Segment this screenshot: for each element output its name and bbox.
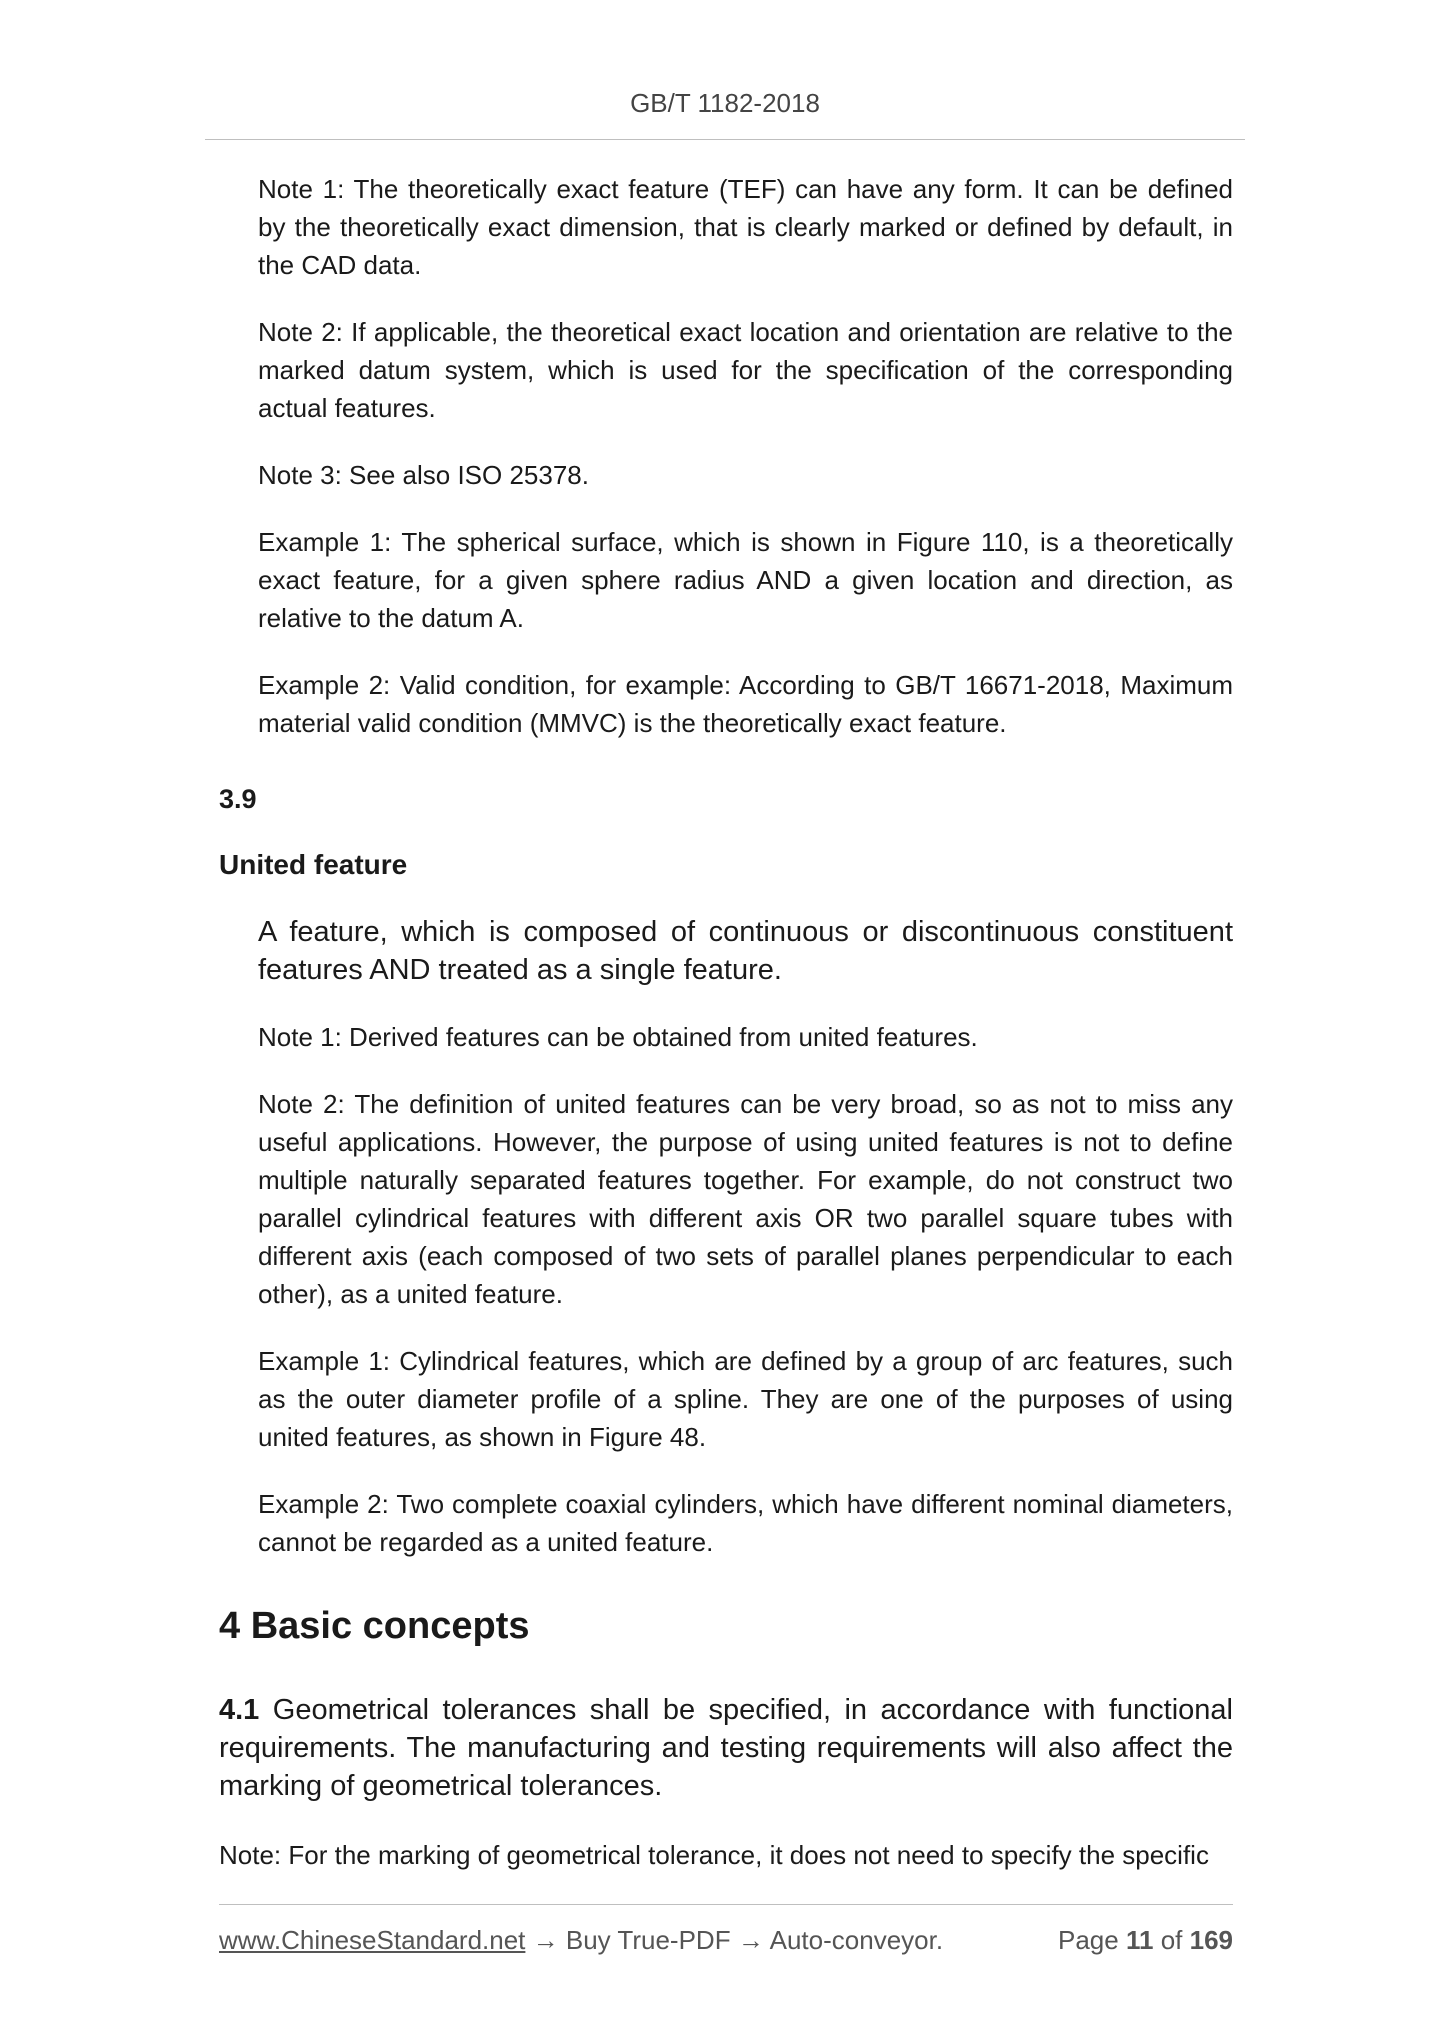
united-note-2: Note 2: The definition of united features can be very broad, so as not to miss any useful applications. However, the purpose of using united features is not to define multiple naturally separated features together. For example, do not construct two parallel cylindrical features with different axis OR two parallel square tubes with different axis (each composed of two sets of parallel planes perpendicular to each other), as a united feature. <box>258 1089 1233 1309</box>
united-note-1: Note 1: Derived features can be obtained from united features. <box>258 1022 978 1052</box>
chapter-heading: 4 Basic concepts <box>219 1605 530 1647</box>
clause-number: 4.1 <box>219 1694 260 1726</box>
note-tef-2: Note 2: If applicable, the theoretical exact location and orientation are relative to the marked datum system, which is used for the specification of the corresponding actual features. <box>258 317 1233 423</box>
page-counter <box>1058 1922 1233 1958</box>
site-link[interactable]: www.ChineseStandard.net <box>219 1925 526 1955</box>
section-number: 3.9 <box>219 784 257 814</box>
example-tef-1: Example 1: The spherical surface, which is shown in Figure 110, is a theoretically exact feature, for a given sphere radius AND a given location and direction, as relative to the datum A. <box>258 527 1233 633</box>
arrow-right-icon: → <box>532 1925 559 1955</box>
page-label: Page <box>1057 1925 1119 1955</box>
page-footer <box>219 1922 1233 1958</box>
page-body <box>219 170 1233 1874</box>
example-tef-2: Example 2: Valid condition, for example: According to GB/T 16671-2018, Maximum material valid condition (MMVC) is the theoretically exact feature. <box>258 670 1233 738</box>
term-title: United feature <box>219 849 408 880</box>
clause-4-1 <box>219 1691 1233 1805</box>
note-tef-1: Note 1: The theoretically exact feature (TEF) can have any form. It can be defined by the theoretically exact dimension, that is clearly marked or defined by default, in the CAD data. <box>258 174 1233 280</box>
page-number: 11 <box>1125 1925 1154 1955</box>
buy-text: Buy True-PDF <box>565 1925 731 1955</box>
page-total: 169 <box>1189 1925 1233 1955</box>
clause-note: Note: For the marking of geometrical tolerance, it does not need to specify the specific <box>219 1840 1209 1870</box>
arrow-right-icon: → <box>737 1925 764 1955</box>
page-header: GB/T 1182-2018 <box>630 88 820 118</box>
note-tef-3: Note 3: See also ISO 25378. <box>258 460 589 490</box>
of-label: of <box>1160 1925 1183 1955</box>
auto-text: Auto-conveyor. <box>769 1925 944 1955</box>
header-divider <box>205 139 1245 140</box>
clause-text: Geometrical tolerances shall be specified, in accordance with functional requirements. The manufacturing and testing requirements will also affect the marking of geometrical tolerances. <box>219 1694 1233 1802</box>
united-example-2: Example 2: Two complete coaxial cylinders, which have different nominal diameters, cannot be regarded as a united feature. <box>258 1489 1233 1557</box>
footer-divider <box>219 1904 1233 1905</box>
united-example-1: Example 1: Cylindrical features, which are defined by a group of arc features, such as the outer diameter profile of a spline. They are one of the purposes of using united features, as shown in Figure 48. <box>258 1346 1233 1452</box>
term-definition: A feature, which is composed of continuous or discontinuous constituent features AND treated as a single feature. <box>258 916 1233 986</box>
